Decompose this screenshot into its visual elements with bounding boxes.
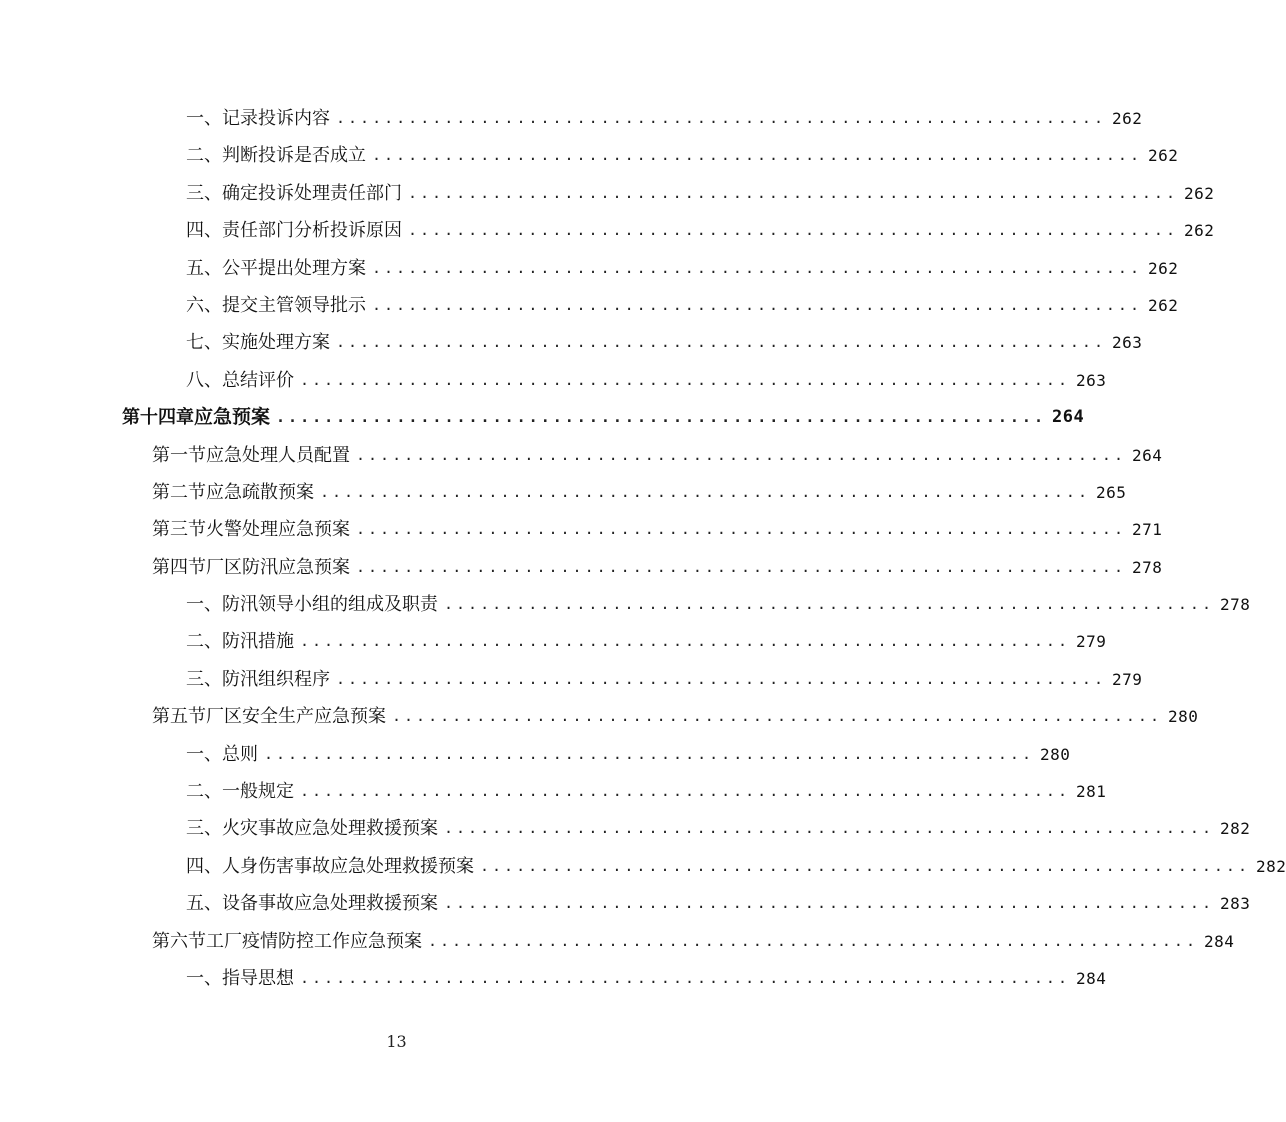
toc-entry-title: 一、总则 (186, 743, 258, 765)
dot-leader: ................................................................ (428, 931, 1198, 950)
toc-section-number: 第四节 (152, 556, 206, 578)
toc-chapter-entry[interactable] (0, 399, 1085, 436)
toc-entry-title: 五、设备事故应急处理救援预案 (186, 893, 438, 915)
dot-leader: ................................................................ (300, 782, 1070, 801)
toc-entry-title: 三、确定投诉处理责任部门 (186, 182, 402, 204)
toc-entry-page: 278 (1131, 557, 1163, 577)
toc-entry-page: 280 (1039, 744, 1071, 764)
dot-leader: ................................................................ (264, 744, 1034, 763)
toc-entry-page: 262 (1147, 258, 1179, 278)
toc-entry[interactable] (0, 250, 1179, 287)
dot-leader: ................................................................ (300, 968, 1070, 987)
toc-entry-title: 一、记录投诉内容 (186, 108, 330, 129)
toc-entry[interactable] (0, 848, 1286, 885)
toc-chapter-number: 第十四章 (122, 407, 194, 429)
toc-entry[interactable] (0, 100, 1143, 137)
toc-section-entry[interactable] (0, 511, 1163, 548)
table-of-contents (0, 100, 1286, 997)
toc-entry-page: 282 (1219, 819, 1251, 839)
dot-leader: ................................................................ (480, 856, 1250, 875)
dot-leader: ................................................................ (444, 894, 1214, 913)
toc-entry-title: 应急预案 (194, 406, 271, 429)
dot-leader: ................................................................ (408, 183, 1178, 202)
toc-section-number: 第三节 (152, 519, 206, 541)
toc-entry-page: 262 (1147, 146, 1179, 166)
toc-entry-title: 四、责任部门分析投诉原因 (186, 220, 402, 242)
toc-entry-title: 火警处理应急预案 (206, 519, 350, 541)
toc-entry-title: 三、火灾事故应急处理救援预案 (186, 818, 438, 840)
toc-entry[interactable] (0, 324, 1143, 361)
dot-leader: ................................................................ (320, 482, 1090, 501)
dot-leader: ................................................................ (336, 333, 1106, 352)
toc-entry[interactable] (0, 212, 1215, 249)
toc-entry-page: 262 (1183, 183, 1215, 203)
toc-entry-title: 七、实施处理方案 (186, 332, 330, 354)
dot-leader: ................................................................ (372, 295, 1142, 314)
dot-leader: ................................................................ (356, 520, 1126, 539)
toc-entry[interactable] (0, 960, 1107, 997)
toc-entry-title: 二、判断投诉是否成立 (186, 145, 366, 167)
toc-entry[interactable] (0, 661, 1143, 698)
toc-section-number: 第五节 (152, 706, 206, 728)
dot-leader: ................................................................ (300, 370, 1070, 389)
toc-entry-page: 279 (1075, 632, 1107, 652)
toc-entry-title: 厂区防汛应急预案 (206, 556, 350, 578)
toc-entry-title: 六、提交主管领导批示 (186, 294, 366, 316)
toc-entry[interactable] (0, 885, 1251, 922)
toc-entry-page: 262 (1147, 295, 1179, 315)
toc-entry-title: 应急处理人员配置 (206, 444, 350, 466)
toc-entry-page: 280 (1167, 707, 1199, 727)
toc-section-entry[interactable] (0, 549, 1163, 586)
toc-entry-page: 263 (1111, 333, 1143, 353)
toc-entry-page: 264 (1051, 407, 1085, 428)
toc-entry-title: 一、防汛领导小组的组成及职责 (186, 594, 438, 616)
toc-entry-title: 一、指导思想 (186, 967, 294, 989)
toc-entry-page: 263 (1075, 370, 1107, 390)
dot-leader: ................................................................ (372, 258, 1142, 277)
dot-leader: ................................................................ (276, 408, 1046, 427)
toc-entry-title: 四、人身伤害事故应急处理救援预案 (186, 855, 474, 877)
toc-entry-page: 279 (1111, 669, 1143, 689)
toc-entry-title: 五、公平提出处理方案 (186, 257, 366, 279)
toc-entry-page: 262 (1183, 221, 1215, 241)
dot-leader: ................................................................ (356, 445, 1126, 464)
toc-section-number: 第六节 (152, 930, 206, 952)
toc-entry-title: 二、防汛措施 (186, 631, 294, 653)
toc-entry-title: 八、总结评价 (186, 369, 294, 391)
dot-leader: ................................................................ (444, 595, 1214, 614)
toc-entry-page: 262 (1111, 109, 1143, 128)
dot-leader: ................................................................ (408, 221, 1178, 240)
dot-leader: ................................................................ (444, 819, 1214, 838)
toc-entry-page: 278 (1219, 595, 1251, 615)
dot-leader: ................................................................ (392, 707, 1162, 726)
toc-entry-page: 284 (1075, 968, 1107, 988)
toc-section-entry[interactable] (0, 698, 1199, 735)
toc-entry[interactable] (0, 623, 1107, 660)
toc-section-entry[interactable] (0, 923, 1235, 960)
dot-leader: ................................................................ (372, 146, 1142, 165)
toc-section-number: 第一节 (152, 444, 206, 466)
toc-entry-page: 265 (1095, 482, 1127, 502)
dot-leader: ................................................................ (336, 669, 1106, 688)
toc-entry-title: 厂区安全生产应急预案 (206, 706, 386, 728)
toc-entry[interactable] (0, 175, 1215, 212)
dot-leader: ................................................................ (356, 557, 1126, 576)
toc-entry[interactable] (0, 810, 1251, 847)
page-number: 13 (386, 1032, 407, 1051)
toc-entry-page: 282 (1255, 856, 1286, 876)
toc-entry[interactable] (0, 137, 1179, 174)
toc-section-number: 第二节 (152, 481, 206, 503)
toc-entry-page: 281 (1075, 782, 1107, 802)
dot-leader: ................................................................ (336, 109, 1106, 127)
toc-entry-page: 284 (1203, 931, 1235, 951)
toc-entry[interactable] (0, 287, 1179, 324)
toc-entry[interactable] (0, 736, 1071, 773)
toc-entry-title: 工厂疫情防控工作应急预案 (206, 930, 422, 952)
toc-entry[interactable] (0, 773, 1107, 810)
toc-entry-page: 271 (1131, 520, 1163, 540)
toc-section-entry[interactable] (0, 474, 1127, 511)
toc-section-entry[interactable] (0, 437, 1163, 474)
toc-entry-page: 283 (1219, 894, 1251, 914)
toc-entry-title: 三、防汛组织程序 (186, 668, 330, 690)
toc-entry-title: 应急疏散预案 (206, 481, 314, 503)
toc-entry[interactable] (0, 362, 1107, 399)
toc-entry-page: 264 (1131, 445, 1163, 465)
toc-entry[interactable] (0, 586, 1251, 623)
dot-leader: ................................................................ (300, 632, 1070, 651)
toc-entry-title: 二、一般规定 (186, 781, 294, 803)
